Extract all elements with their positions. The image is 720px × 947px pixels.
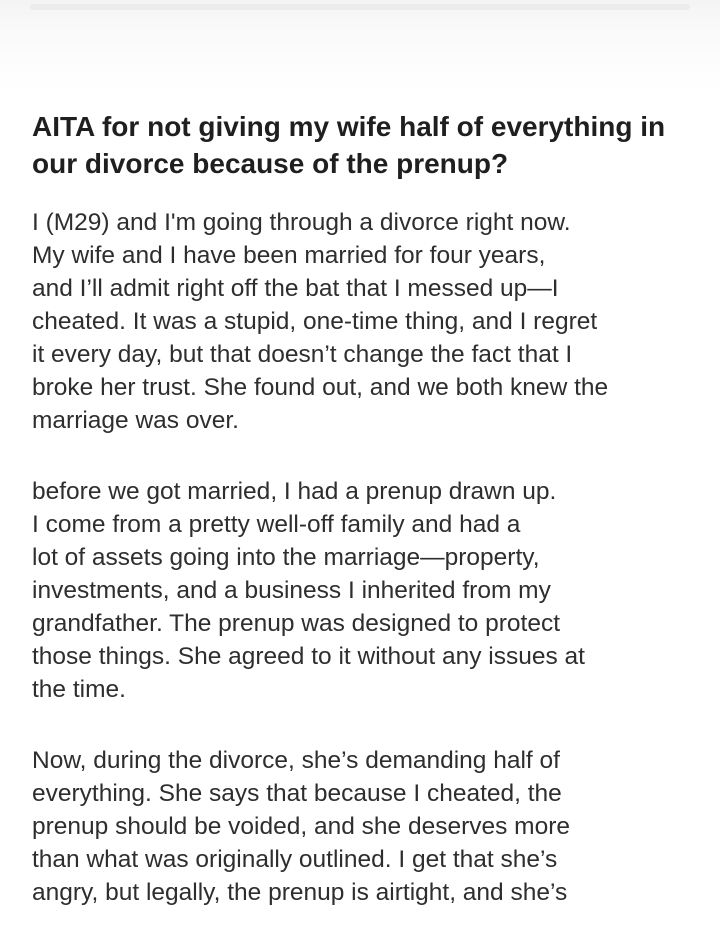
ghost-bar — [30, 4, 690, 10]
top-fade-region — [0, 0, 720, 90]
post-content — [32, 108, 692, 947]
post-body — [32, 206, 692, 909]
post-paragraph-1: I (M29) and I'm going through a divorce right now. My wife and I have been married for four years, and I’ll admit right off the bat that I messed up—I cheated. It was a stupid, one-time thing, and I regret it every day, but that doesn’t change the fact that I broke her trust. She found out, and we both knew the marriage was over. — [32, 209, 609, 434]
post-paragraph-3: Now, during the divorce, she’s demanding half of everything. She says that because I cheated, the prenup should be voided, and she deserves more than what was originally outlined. I get that she’s angry, but legally, the prenup is airtight, and she’s — [32, 747, 570, 906]
post-title: AITA for not giving my wife half of everything in our divorce because of the prenup? — [32, 111, 666, 179]
post-paragraph-2: before we got married, I had a prenup drawn up. I come from a pretty well-off family and had a lot of assets going into the marriage—property, investments, and a business I inherited from my grandfather. The prenup was designed to protect those things. She agreed to it without any issues at the time. — [32, 478, 585, 703]
